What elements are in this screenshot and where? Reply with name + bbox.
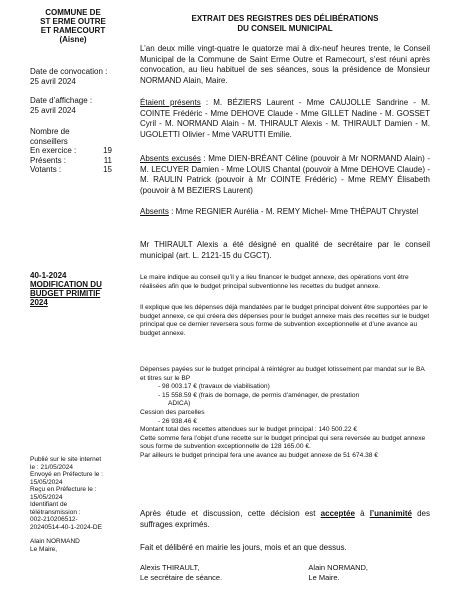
- count-value: 19: [103, 146, 112, 155]
- subvention-line: Cette somme fera l’objet d’une recette sur le budget principal qui sera reversée au budget annexe sous forme de subvention exceptionnelle de 128 165.00 €.: [140, 434, 426, 451]
- publication-block: [30, 456, 114, 553]
- maire-role: Le Maire.: [308, 572, 340, 582]
- resolution-title: MODIFICATION DU: [30, 280, 102, 289]
- publication-line: Publié sur le site internet: [30, 456, 102, 463]
- count-label: En exercice :: [30, 146, 77, 155]
- signatory-name: Alain NORMAND: [30, 538, 80, 545]
- commune-line: ET RAMECOURT: [40, 26, 106, 35]
- decision-unanimity: l’unanimité: [369, 509, 412, 518]
- count-row: [30, 156, 114, 166]
- conseillers-label: conseillers: [30, 136, 68, 146]
- affichage-block: [30, 96, 114, 115]
- count-value: 11: [103, 155, 112, 165]
- count-label: Votants :: [30, 165, 62, 174]
- signature-secretary: [140, 563, 222, 582]
- resolution-number: 40-1-2024: [30, 271, 67, 280]
- commune-line: (Aisne): [59, 35, 87, 44]
- total-line: Montant total des recettes attendues sur le budget principal : 140 500.22 €: [140, 426, 358, 434]
- publication-line: télétransmission :: [30, 508, 81, 516]
- absents-paragraph: [140, 207, 430, 218]
- resolution-block: [30, 271, 114, 307]
- absents-label: Absents: [140, 207, 169, 216]
- maire-name: Alain NORMAND,: [308, 563, 368, 572]
- signatures: [140, 563, 368, 582]
- excuses-paragraph: [140, 154, 430, 196]
- publication-line: 15/05/2024: [30, 493, 63, 501]
- cession-item: - 26 938.46 €: [158, 417, 197, 425]
- cession-label: Cession des parcelles: [140, 408, 205, 416]
- expenses-intro: Dépenses payées sur le budget principal à réintégrer au budget lotissement par mandat sur le BA et titres sur le BP: [140, 366, 425, 382]
- convocation-date: 25 avril 2024: [30, 76, 76, 86]
- resolution-title: 2024: [30, 298, 48, 307]
- title-line: EXTRAIT DES REGISTRES DES DÉLIBÉRATIONS: [191, 14, 379, 23]
- absents-list: : Mme REGNIER Aurélia - M. REMY Michel- Mme THÉPAUT Chrystel: [168, 207, 419, 216]
- decision-text: des suffrages exprimés.: [140, 509, 430, 529]
- commune-line: ST ERME OUTRE: [40, 17, 106, 26]
- decision-text: à: [354, 509, 370, 518]
- closing-line: Fait et délibéré en mairie les jours, mois et an que dessus.: [140, 543, 347, 552]
- avance-line: Par ailleurs le budget principal fera une avance au budget annexe de 51 674.38 €: [140, 451, 378, 459]
- count-label: Présents :: [30, 155, 67, 165]
- affichage-date: 25 avril 2024: [30, 105, 76, 115]
- secretary-paragraph: Mr THIRAULT Alexis a été désigné en qualité de secrétaire par le conseil municipal (art. L. 2121-15 du CGCT).: [140, 240, 430, 260]
- excuses-label: Absents excusés: [140, 154, 201, 163]
- expenses-block: [140, 366, 430, 461]
- presents-paragraph: [140, 98, 430, 140]
- publication-line: Identifiant de: [30, 501, 68, 508]
- publication-line: le : 21/05/2024: [30, 463, 74, 471]
- presents-list: : M. BÉZIERS Laurent - Mme CAUJOLLE Sandrine - M. COINTE Frédéric - Mme DEHOVE Claude - Mme GILLET Nadine - M. GOSSET Cyril - M. NORMAND Alain - M. THIRAULT Alexis - M. THIRAULT Damien - M. UGOLETTI Olivier - Mme VARUTTI Emilie.: [140, 98, 431, 139]
- commune-line: COMMUNE DE: [45, 8, 101, 17]
- conseillers-block: [30, 127, 114, 175]
- signatory-role: Le Maire,: [30, 545, 58, 553]
- commune-header: [22, 8, 124, 44]
- affichage-label: Date d’affichage :: [30, 96, 93, 105]
- signature-maire: [308, 563, 368, 582]
- expense-item: - 15 558.59 € (frais de bornage, de permis d’aménager, de prestation: [158, 391, 360, 399]
- body-paragraph: Le maire indique au conseil qu’il y a lieu financer le budget annexe, des opérations vont être réalisées afin que le budget principal subventionne les recettes du budget annexe.: [140, 274, 409, 290]
- document-title: [140, 14, 430, 34]
- convocation-block: [30, 67, 114, 86]
- decision-text: Après étude et discussion, cette décision est: [140, 509, 321, 518]
- convocation-label: Date de convocation :: [30, 67, 108, 76]
- excuses-list: : Mme DIEN-BRÉANT Céline (pouvoir à Mr NORMAND Alain) - M. LECUYER Damien - Mme LOUIS Chantal (pouvoir à Mme DEHOVE Claude) - M. RAULIN Patrick (pouvoir à Mr COINTE Frédéric) - Mme REMY Élisabeth (pouvoir à M BEZIERS Laurent): [140, 154, 430, 195]
- intro-paragraph: L’an deux mille vingt-quatre le quatorze mai à dix-neuf heures trente, le Conseil Municipal de la Commune de Saint Erme Outre et Ramecourt, s’est réuni après convocation, au lieu habituel de ses séances, sous la présidence de Monsieur NORMAND Alain, Maire.: [140, 44, 430, 85]
- resolution-title: BUDGET PRIMITIF: [30, 289, 101, 298]
- expense-item: - 98 003.17 € (travaux de viabilisation): [158, 383, 270, 391]
- publication-line: 002-210206512-: [30, 516, 78, 523]
- count-value: 15: [103, 165, 112, 174]
- presents-label: Étaient présents: [140, 98, 201, 107]
- publication-line: 15/05/2024: [30, 478, 63, 486]
- publication-line: Reçu en Préfecture le :: [30, 486, 97, 493]
- expense-item-cont: ADICA): [168, 400, 191, 408]
- count-row: [30, 146, 114, 156]
- publication-line: Envoyé en Préfecture le :: [30, 471, 103, 478]
- body-paragraph: Il explique que les dépenses déjà mandatées par le budget principal doivent être supportées par le budget annexe, ce qui créera des dépenses pour le budget annexe mais des recettes sur le budget principal que ce dernier reversera sous forme de subvention exceptionnelle et d’une avance au budget annexe.: [140, 304, 430, 337]
- publication-line: 20240514-40-1-2024-DE: [30, 523, 102, 531]
- secretary-role: Le secrétaire de séance.: [140, 572, 223, 582]
- decision-paragraph: [140, 509, 430, 530]
- conseillers-label: Nombre de: [30, 127, 70, 136]
- secretary-name: Alexis THIRAULT,: [140, 563, 200, 572]
- count-row: [30, 165, 114, 175]
- decision-accepted: acceptée: [320, 509, 355, 518]
- title-line: DU CONSEIL MUNICIPAL: [237, 24, 333, 33]
